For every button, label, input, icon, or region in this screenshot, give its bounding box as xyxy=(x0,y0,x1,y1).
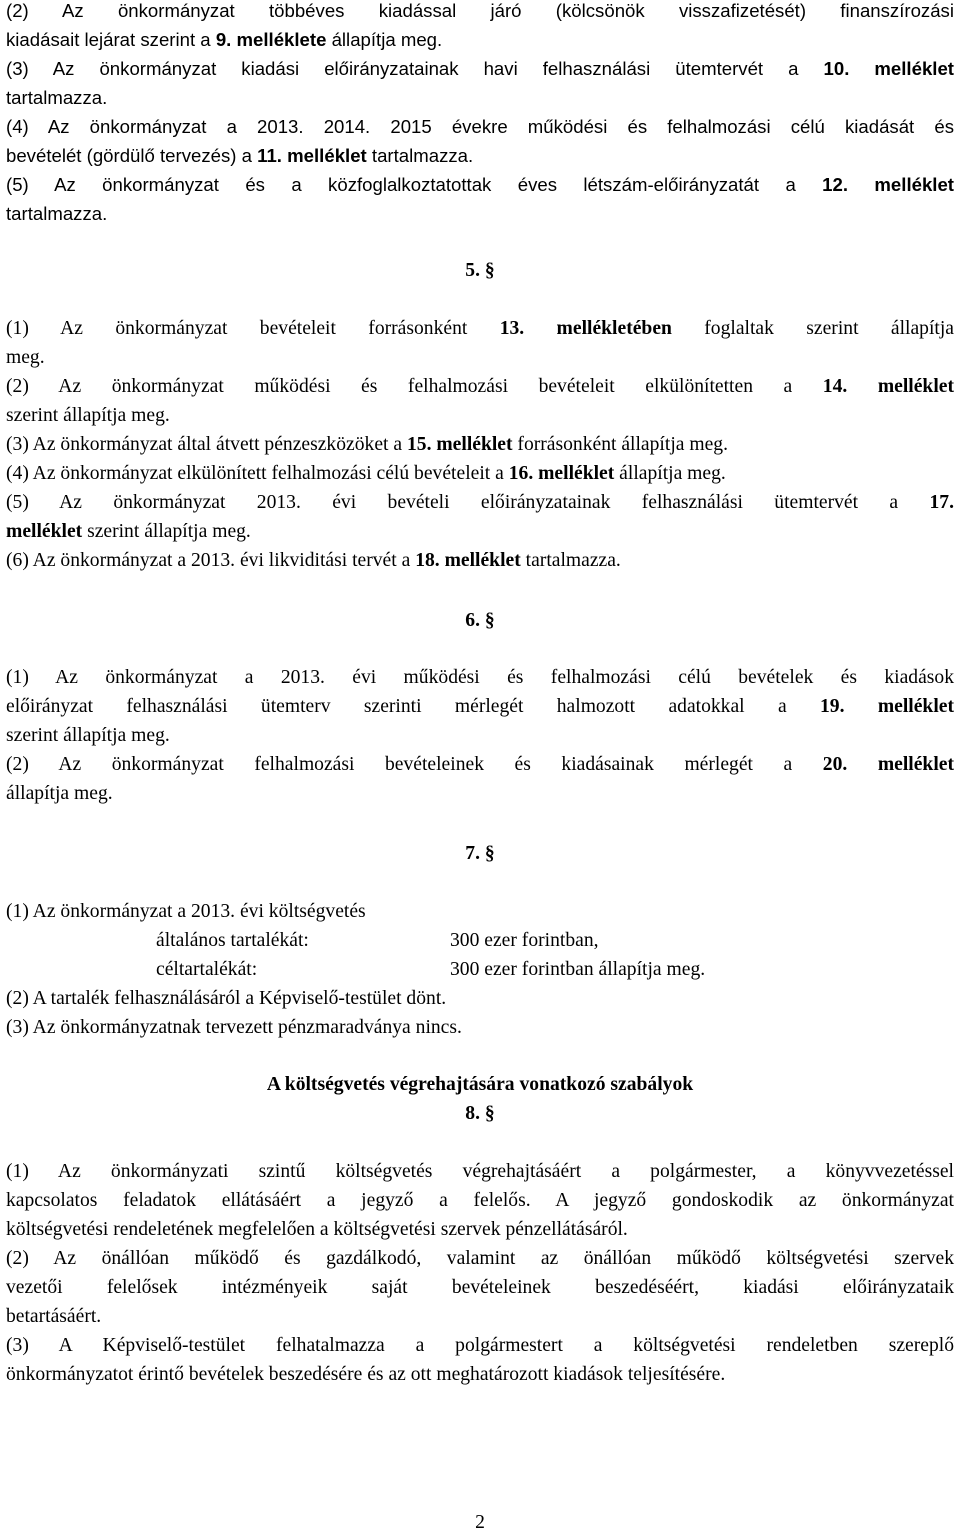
paragraph-line: (6) Az önkormányzat a 2013. évi likviditási tervét a 18. melléklet tartalmazza. xyxy=(6,550,621,571)
paragraph-line: bevételét (gördülő tervezés) a 11. melléklet tartalmazza. xyxy=(6,145,474,166)
paragraph-line: kapcsolatos feladatok ellátásáért a jegyző a felelős. A jegyző gondoskodik az önkormányzat xyxy=(6,1190,954,1211)
paragraph-line: meg. xyxy=(6,347,45,368)
paragraph-line: (2) Az önkormányzat működési és felhalmozási bevételeit elkülönítetten a 14. melléklet xyxy=(6,376,954,397)
paragraph-line: melléklet szerint állapítja meg. xyxy=(6,521,251,542)
page-number: 2 xyxy=(475,1512,485,1533)
section-heading: A költségvetés végrehajtására vonatkozó szabályok xyxy=(266,1074,694,1095)
reserve-value: 300 ezer forintban állapítja meg. xyxy=(450,959,706,980)
paragraph-line: (3) Az önkormányzat kiadási előirányzatainak havi felhasználási ütemtervét a 10. melléklet xyxy=(6,58,954,79)
paragraph-line: költségvetési rendeletének megfelelően a költségvetési szervek pénzellátásáról. xyxy=(6,1219,628,1240)
reserve-label: céltartalékát: xyxy=(156,959,258,980)
paragraph-line: (4) Az önkormányzat a 2013. 2014. 2015 évekre működési és felhalmozási célú kiadását és xyxy=(6,116,954,137)
paragraph-line: (1) Az önkormányzat a 2013. évi költségvetés xyxy=(6,901,366,922)
paragraph-line: (5) Az önkormányzat és a közfoglalkoztatottak éves létszám-előirányzatát a 12. melléklet xyxy=(6,174,954,195)
paragraph-line: (1) Az önkormányzat a 2013. évi működési és felhalmozási célú bevételek és kiadások xyxy=(6,667,954,688)
paragraph-line: (2) Az önkormányzat többéves kiadással járó (kölcsönök visszafizetését) finanszírozási xyxy=(6,0,954,21)
paragraph-line: tartalmazza. xyxy=(6,87,108,108)
reserve-value: 300 ezer forintban, xyxy=(450,930,599,951)
paragraph-line: (3) Az önkormányzatnak tervezett pénzmaradványa nincs. xyxy=(6,1017,462,1038)
paragraph-line: (4) Az önkormányzat elkülönített felhalmozási célú bevételeit a 16. melléklet állapítja meg. xyxy=(6,463,726,484)
paragraph-line: (3) Az önkormányzat által átvett pénzeszközöket a 15. melléklet forrásonként állapítja meg. xyxy=(6,434,728,455)
paragraph-line: (5) Az önkormányzat 2013. évi bevételi előirányzatainak felhasználási ütemtervét a 17. xyxy=(6,492,954,513)
reserve-row xyxy=(6,955,954,984)
paragraph-line: betartásáért. xyxy=(6,1306,102,1327)
section-title-7: 7. § xyxy=(465,843,495,864)
paragraph-line: önkormányzatot érintő bevételek beszedésére és az ott meghatározott kiadások teljesítésére. xyxy=(6,1364,726,1385)
paragraph-line: (2) A tartalék felhasználásáról a Képviselő-testület dönt. xyxy=(6,988,447,1009)
paragraph-line: szerint állapítja meg. xyxy=(6,725,170,746)
paragraph-line: szerint állapítja meg. xyxy=(6,405,170,426)
paragraph-line: (2) Az önállóan működő és gazdálkodó, valamint az önállóan működő költségvetési szervek xyxy=(6,1248,954,1269)
paragraph-line: állapítja meg. xyxy=(6,783,113,804)
paragraph-line: (1) Az önkormányzat bevételeit forrásonként 13. mellékletében foglaltak szerint állapítja xyxy=(6,318,954,339)
section-title-6: 6. § xyxy=(465,610,495,631)
paragraph-line: kiadásait lejárat szerint a 9. melléklete állapítja meg. xyxy=(6,29,443,50)
paragraph-line: vezetői felelősek intézményeik saját bevételeinek beszedéséért, kiadási előirányzataik xyxy=(6,1277,954,1298)
section-title-8: 8. § xyxy=(465,1103,495,1124)
section-title-5: 5. § xyxy=(465,260,495,281)
paragraph-line: (2) Az önkormányzat felhalmozási bevételeinek és kiadásainak mérlegét a 20. melléklet xyxy=(6,754,954,775)
paragraph-line: (3) A Képviselő-testület felhatalmazza a polgármestert a költségvetési rendeletben szereplő xyxy=(6,1335,954,1356)
paragraph-line: előirányzat felhasználási ütemterv szerinti mérlegét halmozott adatokkal a 19. melléklet xyxy=(6,696,954,717)
reserve-row xyxy=(6,926,954,955)
paragraph-line: tartalmazza. xyxy=(6,203,108,224)
paragraph-line: (1) Az önkormányzati szintű költségvetés végrehajtásáért a polgármester, a könyvvezetéssel xyxy=(6,1161,954,1182)
reserve-label: általános tartalékát: xyxy=(156,930,309,951)
